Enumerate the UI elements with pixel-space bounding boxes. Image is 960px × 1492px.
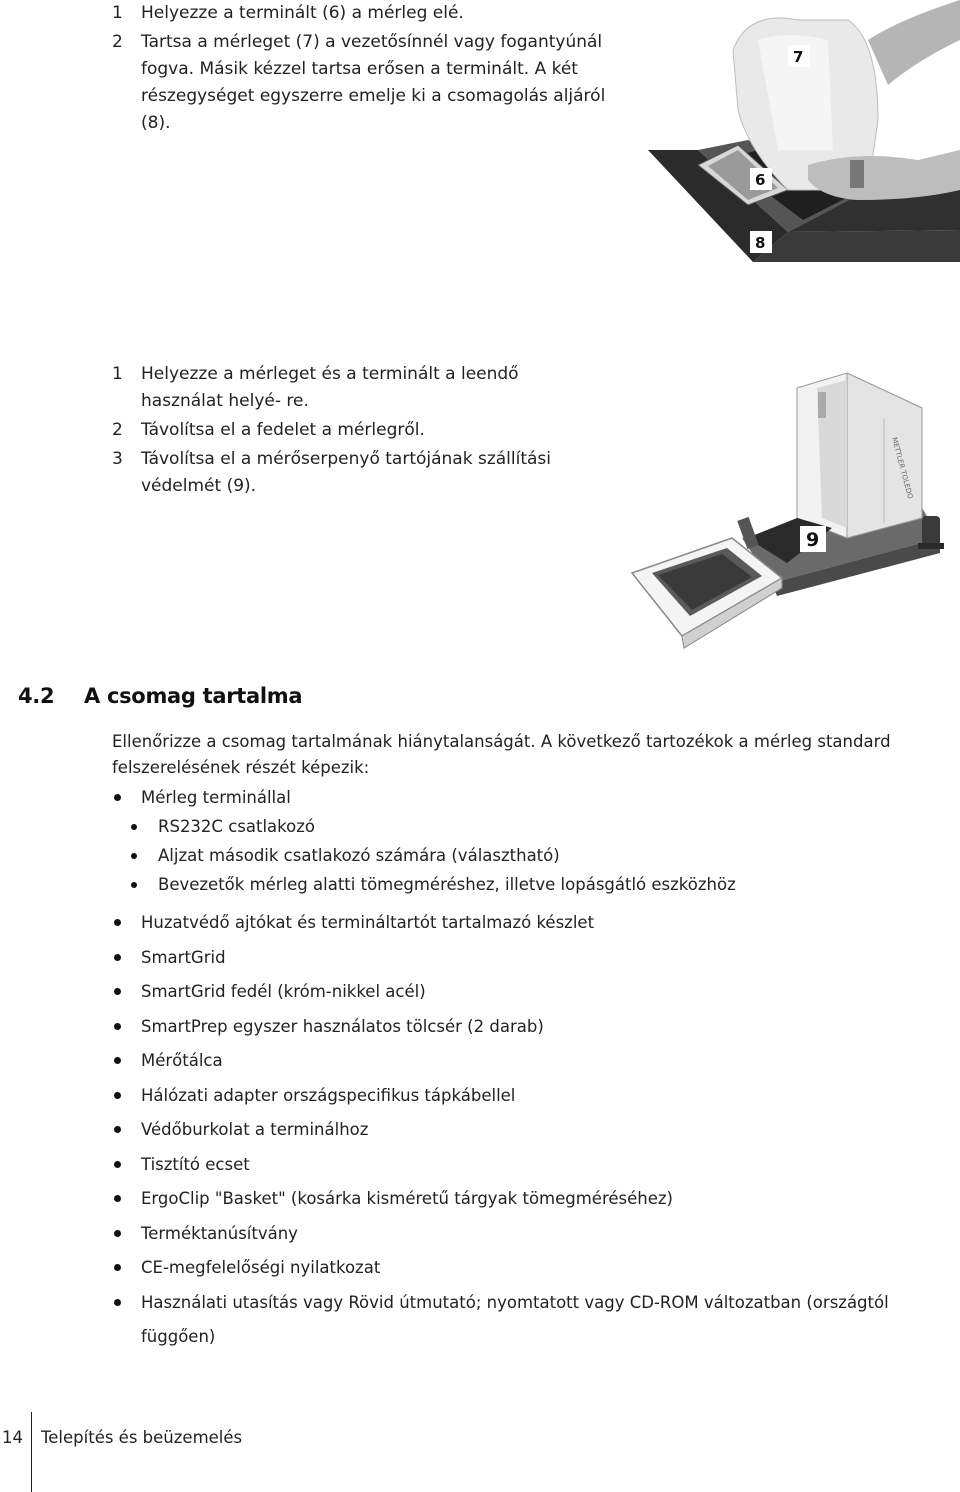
step-text: Helyezze a mérleget és a terminált a leendő használat helyé- re. xyxy=(141,364,519,411)
list-item: SmartGrid fedél (króm-nikkel acél) xyxy=(112,975,952,1010)
sub-list-item: RS232C csatlakozó xyxy=(112,812,952,841)
section-intro: Ellenőrizze a csomag tartalmának hiánytalanságát. A következő tartozékok a mérleg standard felszerelésének részét képezik: xyxy=(112,732,891,777)
step-number: 1 xyxy=(112,3,123,23)
footer-divider xyxy=(31,1412,32,1492)
list-item: SmartGrid xyxy=(112,941,952,976)
list-item: Mérőtálca xyxy=(112,1044,952,1079)
list-item: Tisztító ecset xyxy=(112,1148,952,1183)
unpacking-illustration xyxy=(628,0,960,274)
list-item: Használati utasítás vagy Rövid útmutató; nyomtatott vagy CD-ROM változatban (országtól függően) xyxy=(112,1286,952,1321)
callout-6: 6 xyxy=(755,171,766,189)
step-item xyxy=(112,417,602,444)
step-text: Távolítsa el a mérőserpenyő tartójának szállítási védelmét (9). xyxy=(141,449,552,496)
package-contents-list xyxy=(112,783,952,1346)
list-item: CE-megfelelőségi nyilatkozat xyxy=(112,1251,952,1286)
unpacking-image xyxy=(628,0,960,274)
callout-8: 8 xyxy=(755,234,766,252)
step-item xyxy=(112,29,632,137)
list-item: Mérleg terminállal xyxy=(112,783,952,812)
step-text: Helyezze a terminált (6) a mérleg elé. xyxy=(141,3,464,23)
step-item xyxy=(112,0,632,27)
step-number: 1 xyxy=(112,364,123,384)
section-title: A csomag tartalma xyxy=(84,684,303,708)
svg-text:METTLER TOLEDO: METTLER TOLEDO xyxy=(890,436,915,500)
sub-list-item: Bevezetők mérleg alatti tömegméréshez, illetve lopásgátló eszközhöz xyxy=(112,870,952,899)
step-text: Tartsa a mérleget (7) a vezetősínnél vagy fogantyúnál fogva. Másik kézzel tartsa erősen a terminált. A két részegységet egyszerre emelje ki a csomagolás aljáról (8). xyxy=(141,32,606,133)
list-item: Védőburkolat a terminálhoz xyxy=(112,1113,952,1148)
page-number: 14 xyxy=(2,1428,23,1447)
list-item: SmartPrep egyszer használatos tölcsér (2 darab) xyxy=(112,1010,952,1045)
step-number: 2 xyxy=(112,32,123,52)
list-item: Hálózati adapter országspecifikus tápkábellel xyxy=(112,1079,952,1114)
step-item xyxy=(112,361,602,415)
setup-steps xyxy=(112,361,602,502)
balance-image xyxy=(622,368,958,654)
step-text: Távolítsa el a fedelet a mérlegről. xyxy=(141,420,425,440)
callout-9: 9 xyxy=(806,529,820,551)
list-item: ErgoClip "Basket" (kosárka kisméretű tárgyak tömegméréséhez) xyxy=(112,1182,952,1217)
step-number: 2 xyxy=(112,420,123,440)
step-number: 3 xyxy=(112,449,123,469)
list-item: Terméktanúsítvány xyxy=(112,1217,952,1252)
section-number: 4.2 xyxy=(18,684,55,708)
callout-7: 7 xyxy=(793,48,804,66)
unpack-steps xyxy=(112,0,632,139)
step-item xyxy=(112,446,602,500)
footer-chapter-title: Telepítés és beüzemelés xyxy=(41,1428,243,1447)
sub-list-item: Aljzat második csatlakozó számára (választható) xyxy=(112,841,952,870)
list-item: Huzatvédő ajtókat és termináltartót tartalmazó készlet xyxy=(112,906,952,941)
balance-setup-illustration xyxy=(622,368,958,654)
section-heading xyxy=(18,684,302,708)
